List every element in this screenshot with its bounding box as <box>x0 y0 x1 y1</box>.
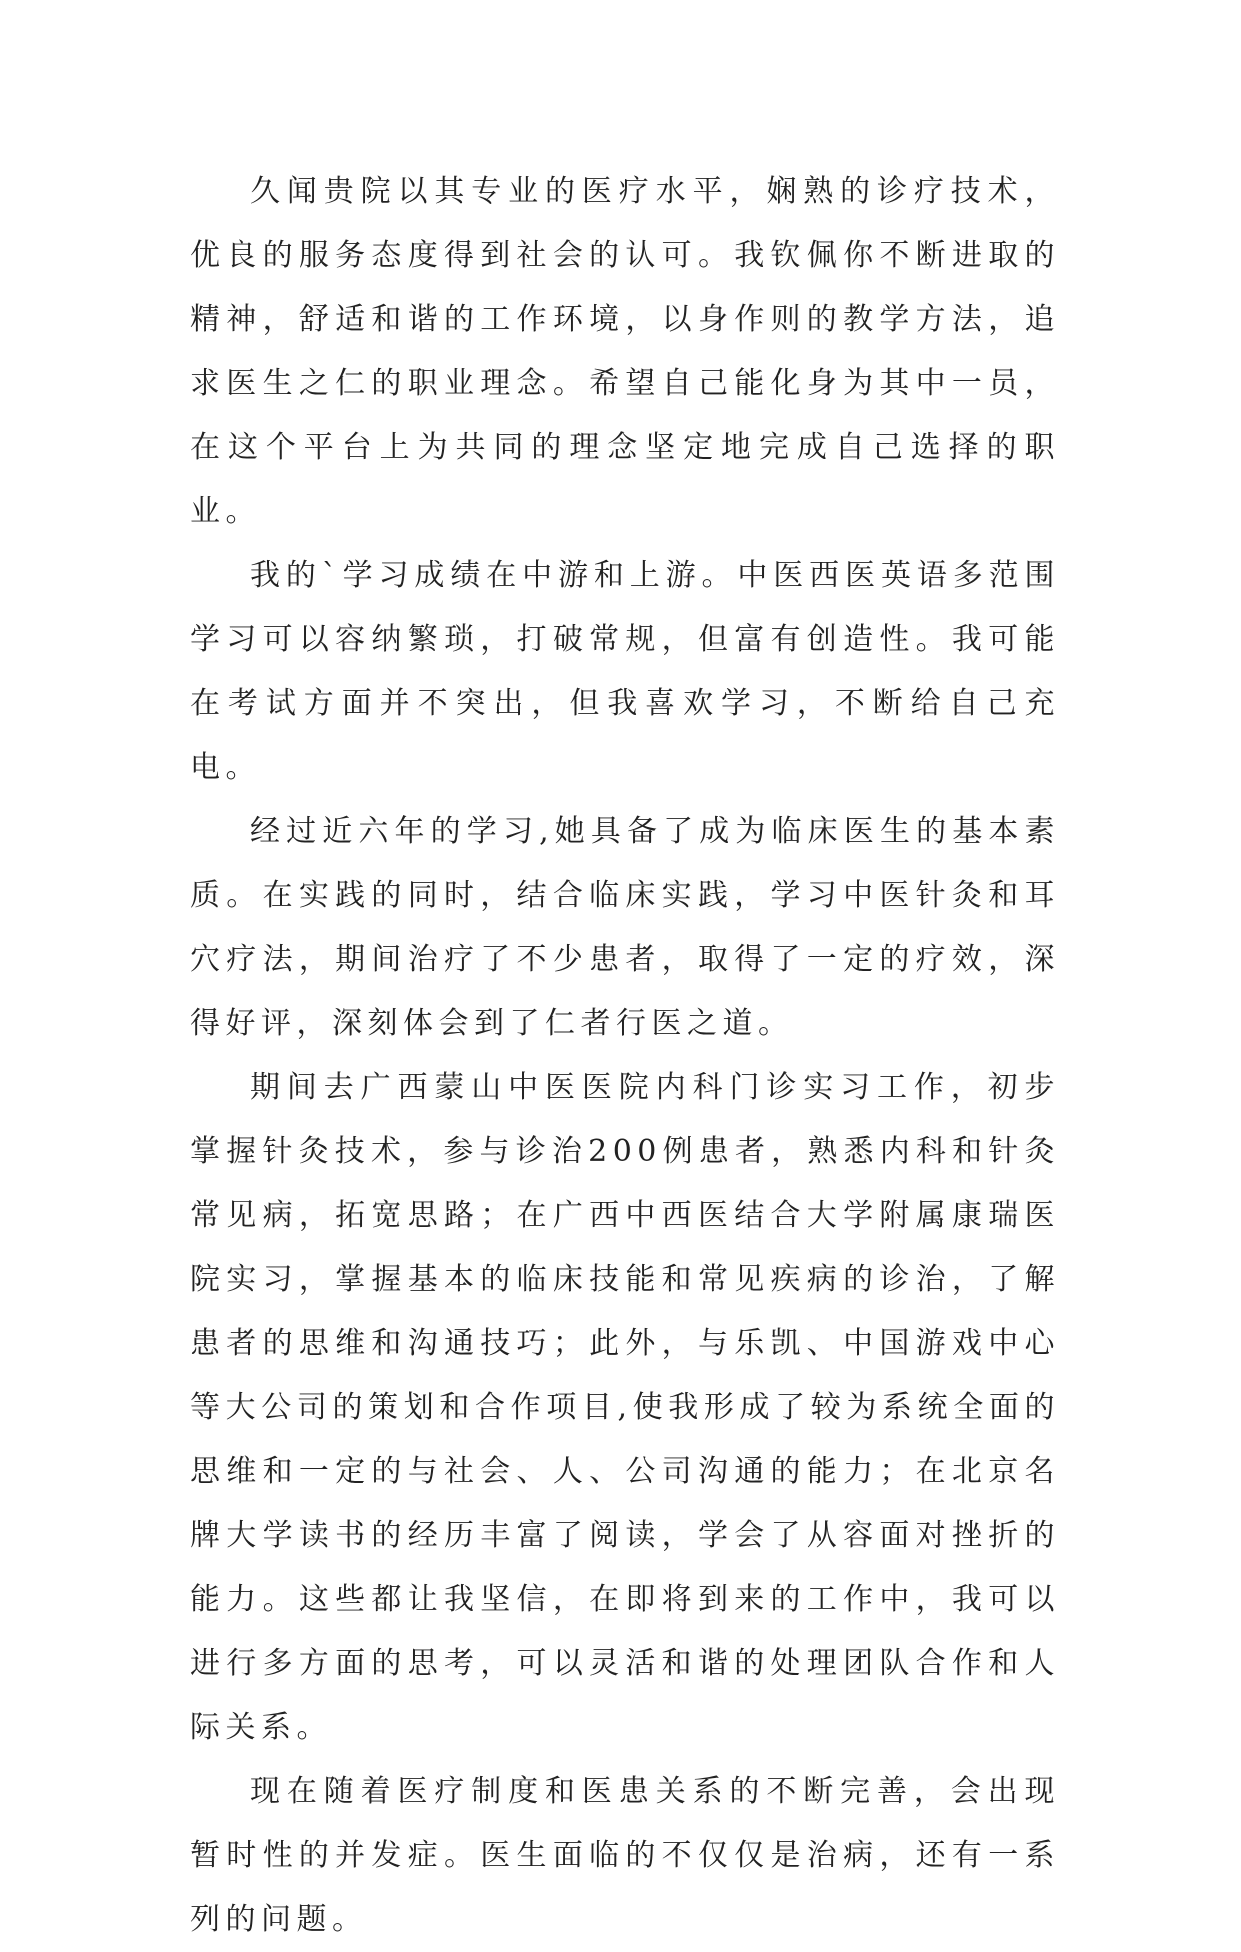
paragraph-1: 久闻贵院以其专业的医疗水平，娴熟的诊疗技术，优良的服务态度得到社会的认可。我钦佩你不断进取的精神，舒适和谐的工作环境，以身作则的教学方法，追求医生之仁的职业理念。希望自己能化身为其中一员，在这个平台上为共同的理念坚定地完成自己选择的职业。 <box>190 174 1060 529</box>
paragraph-4: 期间去广西蒙山中医医院内科门诊实习工作，初步掌握针灸技术，参与诊治200例患者，熟悉内科和针灸常见病，拓宽思路；在广西中西医结合大学附属康瑞医院实习，掌握基本的临床技能和常见疾病的诊治，了解患者的思维和沟通技巧；此外，与乐凯、中国游戏中心等大公司的策划和合作项目,使我形成了较为系统全面的思维和一定的与社会、人、公司沟通的能力；在北京名牌大学读书的经历丰富了阅读，学会了从容面对挫折的能力。这些都让我坚信，在即将到来的工作中，我可以进行多方面的思考，可以灵活和谐的处理团队合作和人际关系。 <box>190 1070 1060 1745</box>
document-body <box>190 160 1060 1952</box>
paragraph-2: 我的`学习成绩在中游和上游。中医西医英语多范围学习可以容纳繁琐，打破常规，但富有创造性。我可能在考试方面并不突出，但我喜欢学习，不断给自己充电。 <box>190 558 1060 785</box>
paragraph-5: 现在随着医疗制度和医患关系的不断完善，会出现暂时性的并发症。医生面临的不仅仅是治病，还有一系列的问题。 <box>190 1774 1060 1937</box>
paragraph-3: 经过近六年的学习,她具备了成为临床医生的基本素质。在实践的同时，结合临床实践，学习中医针灸和耳穴疗法，期间治疗了不少患者，取得了一定的疗效，深得好评，深刻体会到了仁者行医之道。 <box>190 814 1060 1041</box>
